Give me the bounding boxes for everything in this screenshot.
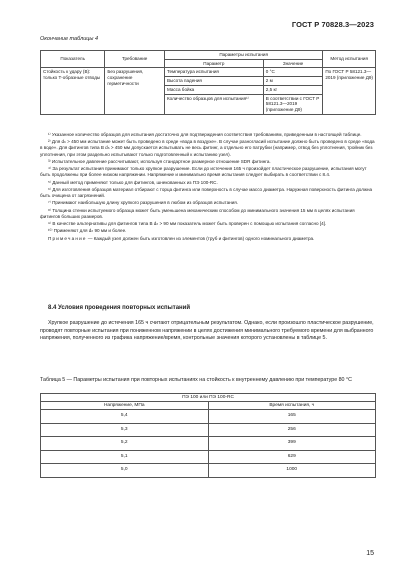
value-cell: 2,5 кг (263, 85, 323, 94)
stress-cell: 5,4 (41, 410, 209, 424)
stress-cell: 5,1 (41, 450, 209, 464)
column-header-stress: Напряжение, МПа (41, 402, 209, 410)
table-row (41, 68, 376, 77)
column-header-requirement: Требование (105, 51, 165, 68)
footnote: ¹⁾ Указанное количество образцов для испытания достаточно для подтверждения соответствия требованиям, приведенным в настоящей таблице. (48, 132, 362, 137)
footnote: ³⁾ Испытательное давление рассчитывают, используя стандартное размерное отношение SDR фитинга. (48, 158, 271, 164)
time-cell: 629 (208, 450, 376, 464)
footnote: ⁶⁾ Для изготовления образцов материал отбирают с торца фитинга или поверхность в случае массо диаметра. Наружная поверхность фитинга должна быть очищена от загрязнений. (40, 186, 373, 199)
footnote: ⁵⁾ Данный метод применяют только для фитингов, шнекованных из ПЭ 100-RC. (48, 179, 218, 185)
stress-cell: 5,0 (41, 464, 209, 478)
value-cell: 2 м (263, 77, 323, 86)
method-cell: По ГОСТ Р 58121.3—2019 (приложение Д9) (323, 68, 376, 114)
note-text: — Каждый узел должен быть изготовлен из элементов (труб и фитингов) одного номинального диаметра. (86, 235, 315, 241)
table-row (41, 464, 376, 478)
time-cell: 399 (208, 437, 376, 451)
material-header: ПЭ 100 или ПЭ 100-RC (41, 394, 376, 402)
footnote: ⁹⁾ В качестве альтернативы для фитингов типа В dₙ > 90 мм показатель может быть проверен с помощью испытания согласно [4]. (48, 221, 327, 227)
footnote: ¹⁰⁾ Применяют для dₙ 90 мм и более. (48, 228, 127, 234)
column-header-method: Метод испытания (323, 51, 376, 68)
table-row (41, 437, 376, 451)
param-cell: Количество образцов для испытания¹⁾ (164, 94, 263, 114)
value-cell: В соответствии с ГОСТ Р 58121.3—2019 (приложение Д9) (263, 94, 323, 114)
table-continuation-label: Окончание таблицы 4 (40, 36, 99, 42)
document-header: ГОСТ Р 70828.3—2023 (291, 20, 374, 29)
table-row (41, 410, 376, 424)
param-cell: Масса бойка (164, 85, 263, 94)
time-cell: 165 (208, 410, 376, 424)
stress-cell: 5,2 (41, 437, 209, 451)
table-5-caption: Таблица 5 — Параметры испытания при повторных испытаниях на стойкость к внутреннему давлению при температуре 80 °С (40, 377, 352, 383)
body-paragraph: Хрупкое разрушение до истечения 165 ч считают отрицательным результатом. Однако, если произошло пластическое разрушение, проводят повторные испытания при пониженном напряжении в целях достижения минимального требуемого времени для выбранного напряжения, полученного из графика напряжение/время, контрольные значения которого установлены в таблице 5. (40, 320, 374, 342)
table-note (40, 236, 376, 242)
table-row (41, 423, 376, 437)
footnote: ²⁾ Для dₙ > 450 мм испытание может быть проведено в среде «вода в воздухе». В случае разногласий испытание должно быть проведено в среде «вода в воде». Для фитингов типа В dₙ > 450 мм допускается испытывать не весь фитинг, а отдельно его патрубки (например, отвод без уплотнения, тройник без уплотнения, при этом раздельно испытывают только подготовленный к испытанию узел). (40, 139, 375, 157)
indicator-cell: Стойкость к удару (В): только Т-образные отводы (41, 68, 105, 114)
footnote: ⁸⁾ Толщина стенки испытуемого образца может быть уменьшена механическим способом до минимального значения 15 мм в целях испытания фитингов больших размеров. (40, 207, 355, 219)
footnotes (40, 132, 376, 243)
table-row (41, 450, 376, 464)
param-cell: Высота падения (164, 77, 263, 86)
page-number: 15 (366, 550, 374, 557)
footnote: ⁷⁾ Принимают наибольшую длину хрупкого разрушения в любом из образцов испытания. (48, 200, 239, 206)
time-cell: 256 (208, 423, 376, 437)
body-text (40, 320, 376, 344)
note-label: Примечание (48, 235, 87, 241)
requirement-cell: Без разрушения, сохранение герметичности (105, 68, 165, 114)
param-cell: Температура испытания (164, 68, 263, 77)
column-header-param: Параметр (164, 59, 263, 68)
footnote: ⁴⁾ За результат испытания принимают только хрупкое разрушение. Если до истечения 165 ч произойдет пластическое разрушение, испытания могут быть продолжены при более низком напряжении. Напряжение и минимально время испытания следует выбирать в соответствии с 8.4. (40, 166, 367, 178)
column-header-time: Время испытания, ч (208, 402, 376, 410)
table-4 (40, 50, 376, 115)
stress-cell: 5,3 (41, 423, 209, 437)
section-title: 8.4 Условия проведения повторных испытаний (48, 305, 191, 311)
column-header-params-group: Параметры испытания (164, 51, 322, 60)
time-cell: 1000 (208, 464, 376, 478)
table-5 (40, 393, 376, 478)
column-header-indicator: Показатель (41, 51, 105, 68)
value-cell: 0 °С (263, 68, 323, 77)
column-header-value: Значение (263, 59, 323, 68)
